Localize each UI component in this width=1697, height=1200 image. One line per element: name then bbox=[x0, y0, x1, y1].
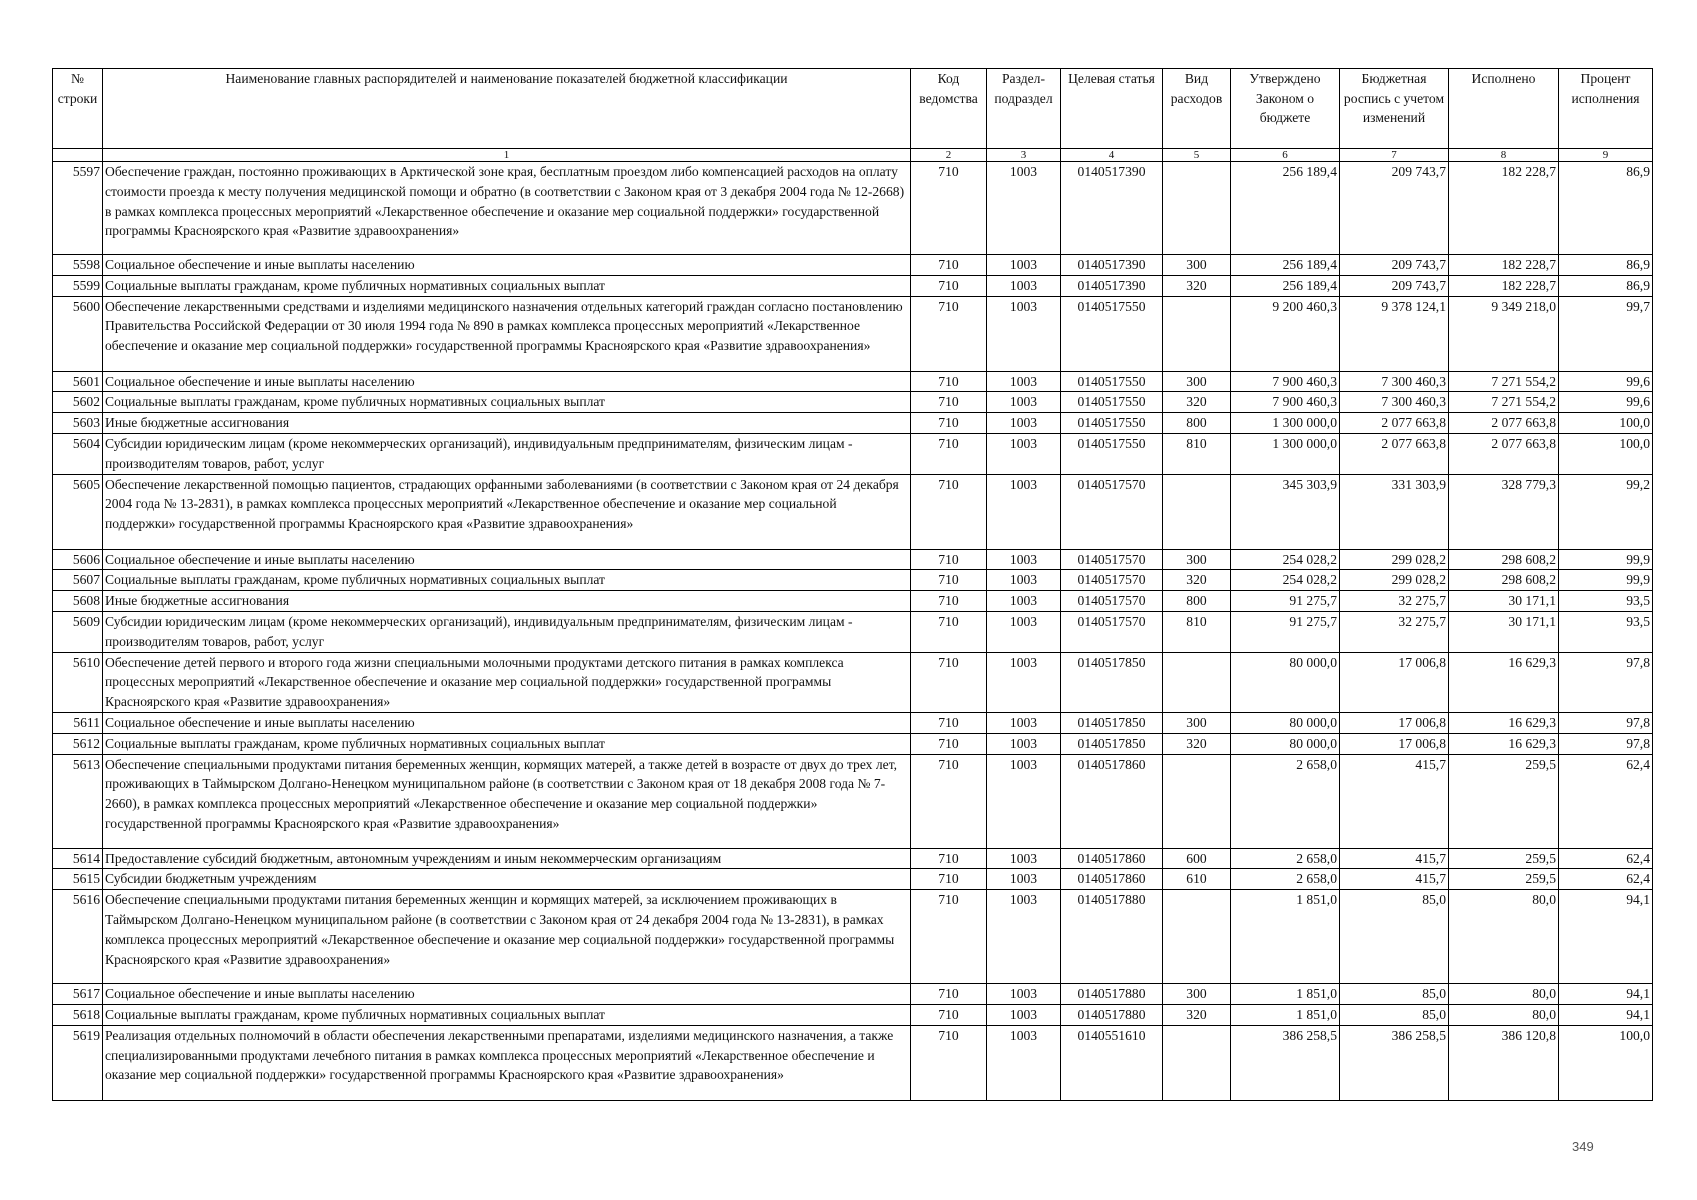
expense-type-cell: 300 bbox=[1163, 984, 1231, 1005]
percent-cell: 99,7 bbox=[1559, 296, 1653, 371]
target-article-cell: 0140517880 bbox=[1061, 984, 1163, 1005]
dept-code-cell: 710 bbox=[911, 474, 987, 549]
dept-code-cell: 710 bbox=[911, 890, 987, 984]
table-row bbox=[53, 392, 1653, 413]
percent-cell: 99,2 bbox=[1559, 474, 1653, 549]
executed-amount-cell: 30 171,1 bbox=[1449, 611, 1559, 652]
executed-amount-cell: 16 629,3 bbox=[1449, 733, 1559, 754]
section-cell: 1003 bbox=[987, 1025, 1061, 1100]
schedule-amount-cell: 299 028,2 bbox=[1340, 549, 1449, 570]
approved-amount-cell: 256 189,4 bbox=[1231, 162, 1340, 255]
expense-type-cell: 320 bbox=[1163, 733, 1231, 754]
row-name-cell: Социальные выплаты гражданам, кроме публичных нормативных социальных выплат bbox=[103, 392, 911, 413]
table-row bbox=[53, 754, 1653, 848]
executed-amount-cell: 7 271 554,2 bbox=[1449, 392, 1559, 413]
executed-amount-cell: 259,5 bbox=[1449, 754, 1559, 848]
row-number-cell: 5610 bbox=[53, 652, 103, 712]
column-number: 6 bbox=[1231, 149, 1340, 162]
approved-amount-cell: 1 300 000,0 bbox=[1231, 413, 1340, 434]
row-number-cell: 5606 bbox=[53, 549, 103, 570]
section-cell: 1003 bbox=[987, 413, 1061, 434]
row-number-cell: 5600 bbox=[53, 296, 103, 371]
percent-cell: 62,4 bbox=[1559, 848, 1653, 869]
approved-amount-cell: 2 658,0 bbox=[1231, 869, 1340, 890]
approved-amount-cell: 91 275,7 bbox=[1231, 591, 1340, 612]
row-number-cell: 5613 bbox=[53, 754, 103, 848]
schedule-amount-cell: 331 303,9 bbox=[1340, 474, 1449, 549]
table-row bbox=[53, 549, 1653, 570]
expense-type-cell: 810 bbox=[1163, 611, 1231, 652]
section-cell: 1003 bbox=[987, 652, 1061, 712]
row-name-cell: Социальные выплаты гражданам, кроме публичных нормативных социальных выплат bbox=[103, 570, 911, 591]
row-number-cell: 5599 bbox=[53, 275, 103, 296]
section-cell: 1003 bbox=[987, 754, 1061, 848]
column-number: 5 bbox=[1163, 149, 1231, 162]
row-number-cell: 5597 bbox=[53, 162, 103, 255]
section-cell: 1003 bbox=[987, 984, 1061, 1005]
executed-amount-cell: 2 077 663,8 bbox=[1449, 413, 1559, 434]
row-number-cell: 5604 bbox=[53, 433, 103, 474]
percent-cell: 93,5 bbox=[1559, 591, 1653, 612]
expense-type-cell: 320 bbox=[1163, 1004, 1231, 1025]
executed-amount-cell: 80,0 bbox=[1449, 1004, 1559, 1025]
dept-code-cell: 710 bbox=[911, 611, 987, 652]
header-percent: Процент исполнения bbox=[1559, 69, 1653, 149]
expense-type-cell: 320 bbox=[1163, 392, 1231, 413]
section-cell: 1003 bbox=[987, 549, 1061, 570]
dept-code-cell: 710 bbox=[911, 652, 987, 712]
table-row bbox=[53, 1004, 1653, 1025]
row-name-cell: Обеспечение специальными продуктами питания беременных женщин, кормящих матерей, а также детей в возрасте от двух до трех лет, проживающих в Таймырском Долгано-Ненецком муниципальном районе (в соответствии с Законом края от 18 декабря 2008 года № 7-2660), в рамках комплекса процессных мероприятий «Лекарственное обеспечение и оказание мер социальной поддержки» государственной программы Красноярского края «Развитие здравоохранения» bbox=[103, 754, 911, 848]
section-cell: 1003 bbox=[987, 733, 1061, 754]
row-number-cell: 5616 bbox=[53, 890, 103, 984]
dept-code-cell: 710 bbox=[911, 869, 987, 890]
section-cell: 1003 bbox=[987, 162, 1061, 255]
row-name-cell: Субсидии юридическим лицам (кроме некоммерческих организаций), индивидуальным предпринимателям, физическим лицам - производителям товаров, работ, услуг bbox=[103, 611, 911, 652]
table-row bbox=[53, 474, 1653, 549]
executed-amount-cell: 80,0 bbox=[1449, 984, 1559, 1005]
target-article-cell: 0140517570 bbox=[1061, 474, 1163, 549]
section-cell: 1003 bbox=[987, 296, 1061, 371]
dept-code-cell: 710 bbox=[911, 255, 987, 276]
section-cell: 1003 bbox=[987, 890, 1061, 984]
row-name-cell: Обеспечение детей первого и второго года жизни специальными молочными продуктами детского питания в рамках комплекса процессных мероприятий «Лекарственное обеспечение и оказание мер социальной поддержки» государственной программы Красноярского края «Развитие здравоохранения» bbox=[103, 652, 911, 712]
dept-code-cell: 710 bbox=[911, 1004, 987, 1025]
approved-amount-cell: 80 000,0 bbox=[1231, 733, 1340, 754]
schedule-amount-cell: 209 743,7 bbox=[1340, 255, 1449, 276]
table-row bbox=[53, 652, 1653, 712]
executed-amount-cell: 182 228,7 bbox=[1449, 275, 1559, 296]
header-expense-type: Вид расходов bbox=[1163, 69, 1231, 149]
row-name-cell: Социальное обеспечение и иные выплаты населению bbox=[103, 712, 911, 733]
table-row bbox=[53, 890, 1653, 984]
section-cell: 1003 bbox=[987, 371, 1061, 392]
table-row bbox=[53, 413, 1653, 434]
percent-cell: 99,6 bbox=[1559, 371, 1653, 392]
executed-amount-cell: 16 629,3 bbox=[1449, 652, 1559, 712]
table-row bbox=[53, 733, 1653, 754]
target-article-cell: 0140517550 bbox=[1061, 371, 1163, 392]
column-number: 7 bbox=[1340, 149, 1449, 162]
expense-type-cell bbox=[1163, 296, 1231, 371]
dept-code-cell: 710 bbox=[911, 712, 987, 733]
dept-code-cell: 710 bbox=[911, 1025, 987, 1100]
percent-cell: 94,1 bbox=[1559, 1004, 1653, 1025]
section-cell: 1003 bbox=[987, 570, 1061, 591]
target-article-cell: 0140517550 bbox=[1061, 413, 1163, 434]
expense-type-cell bbox=[1163, 890, 1231, 984]
column-number: 9 bbox=[1559, 149, 1653, 162]
schedule-amount-cell: 415,7 bbox=[1340, 754, 1449, 848]
target-article-cell: 0140517850 bbox=[1061, 733, 1163, 754]
approved-amount-cell: 80 000,0 bbox=[1231, 712, 1340, 733]
section-cell: 1003 bbox=[987, 848, 1061, 869]
target-article-cell: 0140517860 bbox=[1061, 848, 1163, 869]
row-number-cell: 5598 bbox=[53, 255, 103, 276]
header-section: Раздел-подраздел bbox=[987, 69, 1061, 149]
approved-amount-cell: 7 900 460,3 bbox=[1231, 392, 1340, 413]
schedule-amount-cell: 2 077 663,8 bbox=[1340, 433, 1449, 474]
table-row bbox=[53, 296, 1653, 371]
row-name-cell: Социальные выплаты гражданам, кроме публичных нормативных социальных выплат bbox=[103, 733, 911, 754]
dept-code-cell: 710 bbox=[911, 433, 987, 474]
header-approved: Утверждено Законом о бюджете bbox=[1231, 69, 1340, 149]
approved-amount-cell: 254 028,2 bbox=[1231, 549, 1340, 570]
executed-amount-cell: 259,5 bbox=[1449, 848, 1559, 869]
dept-code-cell: 710 bbox=[911, 392, 987, 413]
schedule-amount-cell: 7 300 460,3 bbox=[1340, 392, 1449, 413]
percent-cell: 100,0 bbox=[1559, 413, 1653, 434]
row-name-cell: Социальное обеспечение и иные выплаты населению bbox=[103, 255, 911, 276]
approved-amount-cell: 1 851,0 bbox=[1231, 890, 1340, 984]
dept-code-cell: 710 bbox=[911, 413, 987, 434]
percent-cell: 100,0 bbox=[1559, 433, 1653, 474]
row-number-cell: 5603 bbox=[53, 413, 103, 434]
row-name-cell: Реализация отдельных полномочий в области обеспечения лекарственными препаратами, изделиями медицинского назначения, а также специализированными продуктами лечебного питания в рамках комплекса процессных мероприятий «Лекарственное обеспечение и оказание мер социальной поддержки» государственной программы Красноярского края «Развитие здравоохранения» bbox=[103, 1025, 911, 1100]
approved-amount-cell: 2 658,0 bbox=[1231, 754, 1340, 848]
percent-cell: 94,1 bbox=[1559, 984, 1653, 1005]
section-cell: 1003 bbox=[987, 869, 1061, 890]
percent-cell: 97,8 bbox=[1559, 712, 1653, 733]
target-article-cell: 0140517550 bbox=[1061, 433, 1163, 474]
percent-cell: 86,9 bbox=[1559, 255, 1653, 276]
approved-amount-cell: 2 658,0 bbox=[1231, 848, 1340, 869]
row-number-cell: 5612 bbox=[53, 733, 103, 754]
schedule-amount-cell: 415,7 bbox=[1340, 848, 1449, 869]
expense-type-cell: 300 bbox=[1163, 549, 1231, 570]
expense-type-cell: 300 bbox=[1163, 371, 1231, 392]
target-article-cell: 0140517570 bbox=[1061, 611, 1163, 652]
column-number: 8 bbox=[1449, 149, 1559, 162]
table-row bbox=[53, 712, 1653, 733]
expense-type-cell: 300 bbox=[1163, 712, 1231, 733]
schedule-amount-cell: 209 743,7 bbox=[1340, 275, 1449, 296]
schedule-amount-cell: 32 275,7 bbox=[1340, 611, 1449, 652]
page-number: 349 bbox=[1572, 1139, 1594, 1154]
percent-cell: 100,0 bbox=[1559, 1025, 1653, 1100]
section-cell: 1003 bbox=[987, 1004, 1061, 1025]
table-row bbox=[53, 570, 1653, 591]
dept-code-cell: 710 bbox=[911, 984, 987, 1005]
percent-cell: 99,6 bbox=[1559, 392, 1653, 413]
section-cell: 1003 bbox=[987, 474, 1061, 549]
expense-type-cell bbox=[1163, 162, 1231, 255]
section-cell: 1003 bbox=[987, 712, 1061, 733]
schedule-amount-cell: 32 275,7 bbox=[1340, 591, 1449, 612]
schedule-amount-cell: 17 006,8 bbox=[1340, 733, 1449, 754]
row-number-cell: 5615 bbox=[53, 869, 103, 890]
dept-code-cell: 710 bbox=[911, 549, 987, 570]
table-row bbox=[53, 848, 1653, 869]
executed-amount-cell: 386 120,8 bbox=[1449, 1025, 1559, 1100]
expense-type-cell: 810 bbox=[1163, 433, 1231, 474]
expense-type-cell: 610 bbox=[1163, 869, 1231, 890]
target-article-cell: 0140517390 bbox=[1061, 162, 1163, 255]
expense-type-cell: 300 bbox=[1163, 255, 1231, 276]
schedule-amount-cell: 17 006,8 bbox=[1340, 652, 1449, 712]
schedule-amount-cell: 7 300 460,3 bbox=[1340, 371, 1449, 392]
percent-cell: 86,9 bbox=[1559, 162, 1653, 255]
expense-type-cell bbox=[1163, 754, 1231, 848]
executed-amount-cell: 259,5 bbox=[1449, 869, 1559, 890]
target-article-cell: 0140517390 bbox=[1061, 275, 1163, 296]
row-number-cell: 5614 bbox=[53, 848, 103, 869]
dept-code-cell: 710 bbox=[911, 591, 987, 612]
executed-amount-cell: 16 629,3 bbox=[1449, 712, 1559, 733]
executed-amount-cell: 182 228,7 bbox=[1449, 255, 1559, 276]
target-article-cell: 0140517570 bbox=[1061, 570, 1163, 591]
executed-amount-cell: 298 608,2 bbox=[1449, 549, 1559, 570]
percent-cell: 94,1 bbox=[1559, 890, 1653, 984]
schedule-amount-cell: 2 077 663,8 bbox=[1340, 413, 1449, 434]
target-article-cell: 0140517860 bbox=[1061, 869, 1163, 890]
approved-amount-cell: 386 258,5 bbox=[1231, 1025, 1340, 1100]
schedule-amount-cell: 209 743,7 bbox=[1340, 162, 1449, 255]
row-number-cell: 5601 bbox=[53, 371, 103, 392]
approved-amount-cell: 1 851,0 bbox=[1231, 1004, 1340, 1025]
dept-code-cell: 710 bbox=[911, 371, 987, 392]
row-number-cell: 5605 bbox=[53, 474, 103, 549]
approved-amount-cell: 7 900 460,3 bbox=[1231, 371, 1340, 392]
table-row bbox=[53, 591, 1653, 612]
table-row bbox=[53, 275, 1653, 296]
expense-type-cell: 800 bbox=[1163, 591, 1231, 612]
target-article-cell: 0140517390 bbox=[1061, 255, 1163, 276]
row-name-cell: Иные бюджетные ассигнования bbox=[103, 591, 911, 612]
header-name: Наименование главных распорядителей и наименование показателей бюджетной классификации bbox=[103, 69, 911, 149]
target-article-cell: 0140517550 bbox=[1061, 392, 1163, 413]
table-row bbox=[53, 1025, 1653, 1100]
approved-amount-cell: 80 000,0 bbox=[1231, 652, 1340, 712]
dept-code-cell: 710 bbox=[911, 570, 987, 591]
percent-cell: 62,4 bbox=[1559, 869, 1653, 890]
dept-code-cell: 710 bbox=[911, 162, 987, 255]
executed-amount-cell: 9 349 218,0 bbox=[1449, 296, 1559, 371]
percent-cell: 97,8 bbox=[1559, 733, 1653, 754]
target-article-cell: 0140517860 bbox=[1061, 754, 1163, 848]
table-row bbox=[53, 371, 1653, 392]
budget-table bbox=[52, 68, 1653, 1101]
dept-code-cell: 710 bbox=[911, 733, 987, 754]
target-article-cell: 0140517850 bbox=[1061, 652, 1163, 712]
dept-code-cell: 710 bbox=[911, 754, 987, 848]
schedule-amount-cell: 85,0 bbox=[1340, 1004, 1449, 1025]
row-name-cell: Субсидии юридическим лицам (кроме некоммерческих организаций), индивидуальным предпринимателям, физическим лицам - производителям товаров, работ, услуг bbox=[103, 433, 911, 474]
header-row-no: № строки bbox=[53, 69, 103, 149]
section-cell: 1003 bbox=[987, 611, 1061, 652]
expense-type-cell bbox=[1163, 474, 1231, 549]
row-name-cell: Субсидии бюджетным учреждениям bbox=[103, 869, 911, 890]
percent-cell: 86,9 bbox=[1559, 275, 1653, 296]
executed-amount-cell: 7 271 554,2 bbox=[1449, 371, 1559, 392]
approved-amount-cell: 9 200 460,3 bbox=[1231, 296, 1340, 371]
row-name-cell: Обеспечение лекарственной помощью пациентов, страдающих орфанными заболеваниями (в соответствии с Законом края от 24 декабря 2004 года № 13-2831), в рамках комплекса процессных мероприятий «Лекарственное обеспечение и оказание мер социальной поддержки» государственной программы Красноярского края «Развитие здравоохранения» bbox=[103, 474, 911, 549]
schedule-amount-cell: 85,0 bbox=[1340, 890, 1449, 984]
column-number: 2 bbox=[911, 149, 987, 162]
percent-cell: 99,9 bbox=[1559, 549, 1653, 570]
header-row bbox=[53, 69, 1653, 149]
section-cell: 1003 bbox=[987, 255, 1061, 276]
target-article-cell: 0140517880 bbox=[1061, 890, 1163, 984]
percent-cell: 97,8 bbox=[1559, 652, 1653, 712]
percent-cell: 93,5 bbox=[1559, 611, 1653, 652]
row-number-cell: 5618 bbox=[53, 1004, 103, 1025]
dept-code-cell: 710 bbox=[911, 275, 987, 296]
executed-amount-cell: 2 077 663,8 bbox=[1449, 433, 1559, 474]
target-article-cell: 0140517880 bbox=[1061, 1004, 1163, 1025]
column-number bbox=[53, 149, 103, 162]
target-article-cell: 0140517570 bbox=[1061, 591, 1163, 612]
target-article-cell: 0140551610 bbox=[1061, 1025, 1163, 1100]
row-number-cell: 5602 bbox=[53, 392, 103, 413]
expense-type-cell: 600 bbox=[1163, 848, 1231, 869]
table-body bbox=[53, 162, 1653, 1101]
executed-amount-cell: 30 171,1 bbox=[1449, 591, 1559, 612]
approved-amount-cell: 256 189,4 bbox=[1231, 275, 1340, 296]
header-dept-code: Код ведомства bbox=[911, 69, 987, 149]
schedule-amount-cell: 9 378 124,1 bbox=[1340, 296, 1449, 371]
expense-type-cell bbox=[1163, 652, 1231, 712]
header-executed: Исполнено bbox=[1449, 69, 1559, 149]
executed-amount-cell: 298 608,2 bbox=[1449, 570, 1559, 591]
row-name-cell: Обеспечение граждан, постоянно проживающих в Арктической зоне края, бесплатным проездом либо компенсацией расходов на оплату стоимости проезда к месту получения медицинской помощи и обратно (в соответствии с Законом края от 3 декабря 2004 года № 12-2668) в рамках комплекса процессных мероприятий «Лекарственное обеспечение и оказание мер социальной поддержки» государственной программы Красноярского края «Развитие здравоохранения» bbox=[103, 162, 911, 255]
row-name-cell: Социальное обеспечение и иные выплаты населению bbox=[103, 549, 911, 570]
target-article-cell: 0140517850 bbox=[1061, 712, 1163, 733]
row-number-cell: 5609 bbox=[53, 611, 103, 652]
row-name-cell: Социальные выплаты гражданам, кроме публичных нормативных социальных выплат bbox=[103, 1004, 911, 1025]
table-row bbox=[53, 984, 1653, 1005]
column-number: 4 bbox=[1061, 149, 1163, 162]
section-cell: 1003 bbox=[987, 275, 1061, 296]
row-number-cell: 5608 bbox=[53, 591, 103, 612]
table-row bbox=[53, 611, 1653, 652]
dept-code-cell: 710 bbox=[911, 296, 987, 371]
schedule-amount-cell: 415,7 bbox=[1340, 869, 1449, 890]
column-number-row bbox=[53, 149, 1653, 162]
expense-type-cell: 800 bbox=[1163, 413, 1231, 434]
approved-amount-cell: 91 275,7 bbox=[1231, 611, 1340, 652]
executed-amount-cell: 80,0 bbox=[1449, 890, 1559, 984]
dept-code-cell: 710 bbox=[911, 848, 987, 869]
schedule-amount-cell: 85,0 bbox=[1340, 984, 1449, 1005]
section-cell: 1003 bbox=[987, 392, 1061, 413]
schedule-amount-cell: 299 028,2 bbox=[1340, 570, 1449, 591]
section-cell: 1003 bbox=[987, 591, 1061, 612]
approved-amount-cell: 1 851,0 bbox=[1231, 984, 1340, 1005]
executed-amount-cell: 182 228,7 bbox=[1449, 162, 1559, 255]
row-name-cell: Социальные выплаты гражданам, кроме публичных нормативных социальных выплат bbox=[103, 275, 911, 296]
row-number-cell: 5619 bbox=[53, 1025, 103, 1100]
schedule-amount-cell: 17 006,8 bbox=[1340, 712, 1449, 733]
header-target: Целевая статья bbox=[1061, 69, 1163, 149]
approved-amount-cell: 345 303,9 bbox=[1231, 474, 1340, 549]
header-schedule: Бюджетная роспись с учетом изменений bbox=[1340, 69, 1449, 149]
expense-type-cell: 320 bbox=[1163, 275, 1231, 296]
row-name-cell: Обеспечение лекарственными средствами и изделиями медицинского назначения отдельных категорий граждан согласно постановлению Правительства Российской Федерации от 30 июля 1994 года № 890 в рамках комплекса процессных мероприятий «Лекарственное обеспечение и оказание мер социальной поддержки» государственной программы Красноярского края «Развитие здравоохранения» bbox=[103, 296, 911, 371]
approved-amount-cell: 256 189,4 bbox=[1231, 255, 1340, 276]
row-name-cell: Социальное обеспечение и иные выплаты населению bbox=[103, 984, 911, 1005]
approved-amount-cell: 1 300 000,0 bbox=[1231, 433, 1340, 474]
row-number-cell: 5611 bbox=[53, 712, 103, 733]
approved-amount-cell: 254 028,2 bbox=[1231, 570, 1340, 591]
row-name-cell: Иные бюджетные ассигнования bbox=[103, 413, 911, 434]
expense-type-cell bbox=[1163, 1025, 1231, 1100]
table-row bbox=[53, 162, 1653, 255]
table-row bbox=[53, 869, 1653, 890]
percent-cell: 99,9 bbox=[1559, 570, 1653, 591]
executed-amount-cell: 328 779,3 bbox=[1449, 474, 1559, 549]
target-article-cell: 0140517570 bbox=[1061, 549, 1163, 570]
expense-type-cell: 320 bbox=[1163, 570, 1231, 591]
row-number-cell: 5617 bbox=[53, 984, 103, 1005]
schedule-amount-cell: 386 258,5 bbox=[1340, 1025, 1449, 1100]
table-row bbox=[53, 255, 1653, 276]
row-number-cell: 5607 bbox=[53, 570, 103, 591]
row-name-cell: Социальное обеспечение и иные выплаты населению bbox=[103, 371, 911, 392]
section-cell: 1003 bbox=[987, 433, 1061, 474]
table-row bbox=[53, 433, 1653, 474]
row-name-cell: Предоставление субсидий бюджетным, автономным учреждениям и иным некоммерческим организациям bbox=[103, 848, 911, 869]
percent-cell: 62,4 bbox=[1559, 754, 1653, 848]
column-number: 1 bbox=[103, 149, 911, 162]
column-number: 3 bbox=[987, 149, 1061, 162]
row-name-cell: Обеспечение специальными продуктами питания беременных женщин и кормящих матерей, за исключением проживающих в Таймырском Долгано-Ненецком муниципальном районе (в соответствии с Законом края от 24 декабря 2004 года № 13-2831), в рамках комплекса процессных мероприятий «Лекарственное обеспечение и оказание мер социальной поддержки» государственной программы Красноярского края «Развитие здравоохранения» bbox=[103, 890, 911, 984]
target-article-cell: 0140517550 bbox=[1061, 296, 1163, 371]
